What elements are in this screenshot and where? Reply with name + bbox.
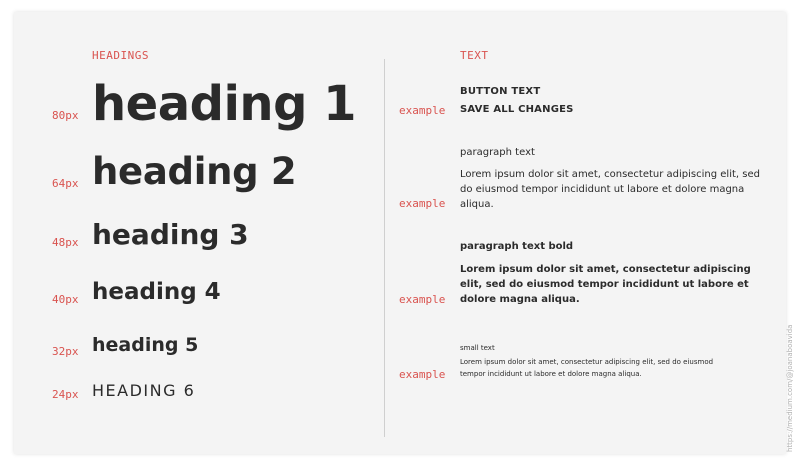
paragraph-text-example: Lorem ipsum dolor sit amet, consectetur adipiscing elit, sed do eiusmod tempor incididunt ut labore et dolore magna aliqua. xyxy=(460,169,760,210)
size-label-h5: 32px xyxy=(52,345,79,358)
size-label-h4: 40px xyxy=(52,293,79,306)
text-section-title: TEXT xyxy=(460,49,489,62)
paragraph-text-label: paragraph text xyxy=(460,147,535,158)
paragraph-bold-example: Lorem ipsum dolor sit amet, consectetur adipiscing elit, sed do eiusmod tempor incididunt ut labore et dolore magna aliqua. xyxy=(460,264,751,305)
paragraph-bold-label: paragraph text bold xyxy=(460,241,574,252)
heading-3-sample: heading 3 xyxy=(92,218,249,251)
heading-4-sample: heading 4 xyxy=(92,279,221,305)
example-label-button: example xyxy=(399,104,446,117)
typography-card xyxy=(14,12,794,454)
example-label-paragraph-bold: example xyxy=(399,293,446,306)
credit-url: https://medium.com/@joanaboavida xyxy=(786,324,794,452)
headings-section-title: HEADINGS xyxy=(92,49,149,62)
size-label-h2: 64px xyxy=(52,177,79,190)
small-text-label: small text xyxy=(460,344,495,352)
example-label-paragraph: example xyxy=(399,197,446,210)
heading-5-sample: heading 5 xyxy=(92,334,199,356)
button-text-label: BUTTON TEXT xyxy=(460,86,541,97)
button-text-example: SAVE ALL CHANGES xyxy=(460,104,574,115)
size-label-h3: 48px xyxy=(52,236,79,249)
heading-1-sample: heading 1 xyxy=(92,76,357,132)
size-label-h6: 24px xyxy=(52,388,79,401)
small-text-example: Lorem ipsum dolor sit amet, consectetur adipiscing elit, sed do eiusmod tempor incididunt ut labore et dolore magna aliqua. xyxy=(460,358,714,378)
heading-2-sample: heading 2 xyxy=(92,150,297,193)
example-label-small: example xyxy=(399,368,446,381)
size-label-h1: 80px xyxy=(52,109,79,122)
heading-6-sample: HEADING 6 xyxy=(92,381,196,400)
column-divider xyxy=(384,59,385,437)
